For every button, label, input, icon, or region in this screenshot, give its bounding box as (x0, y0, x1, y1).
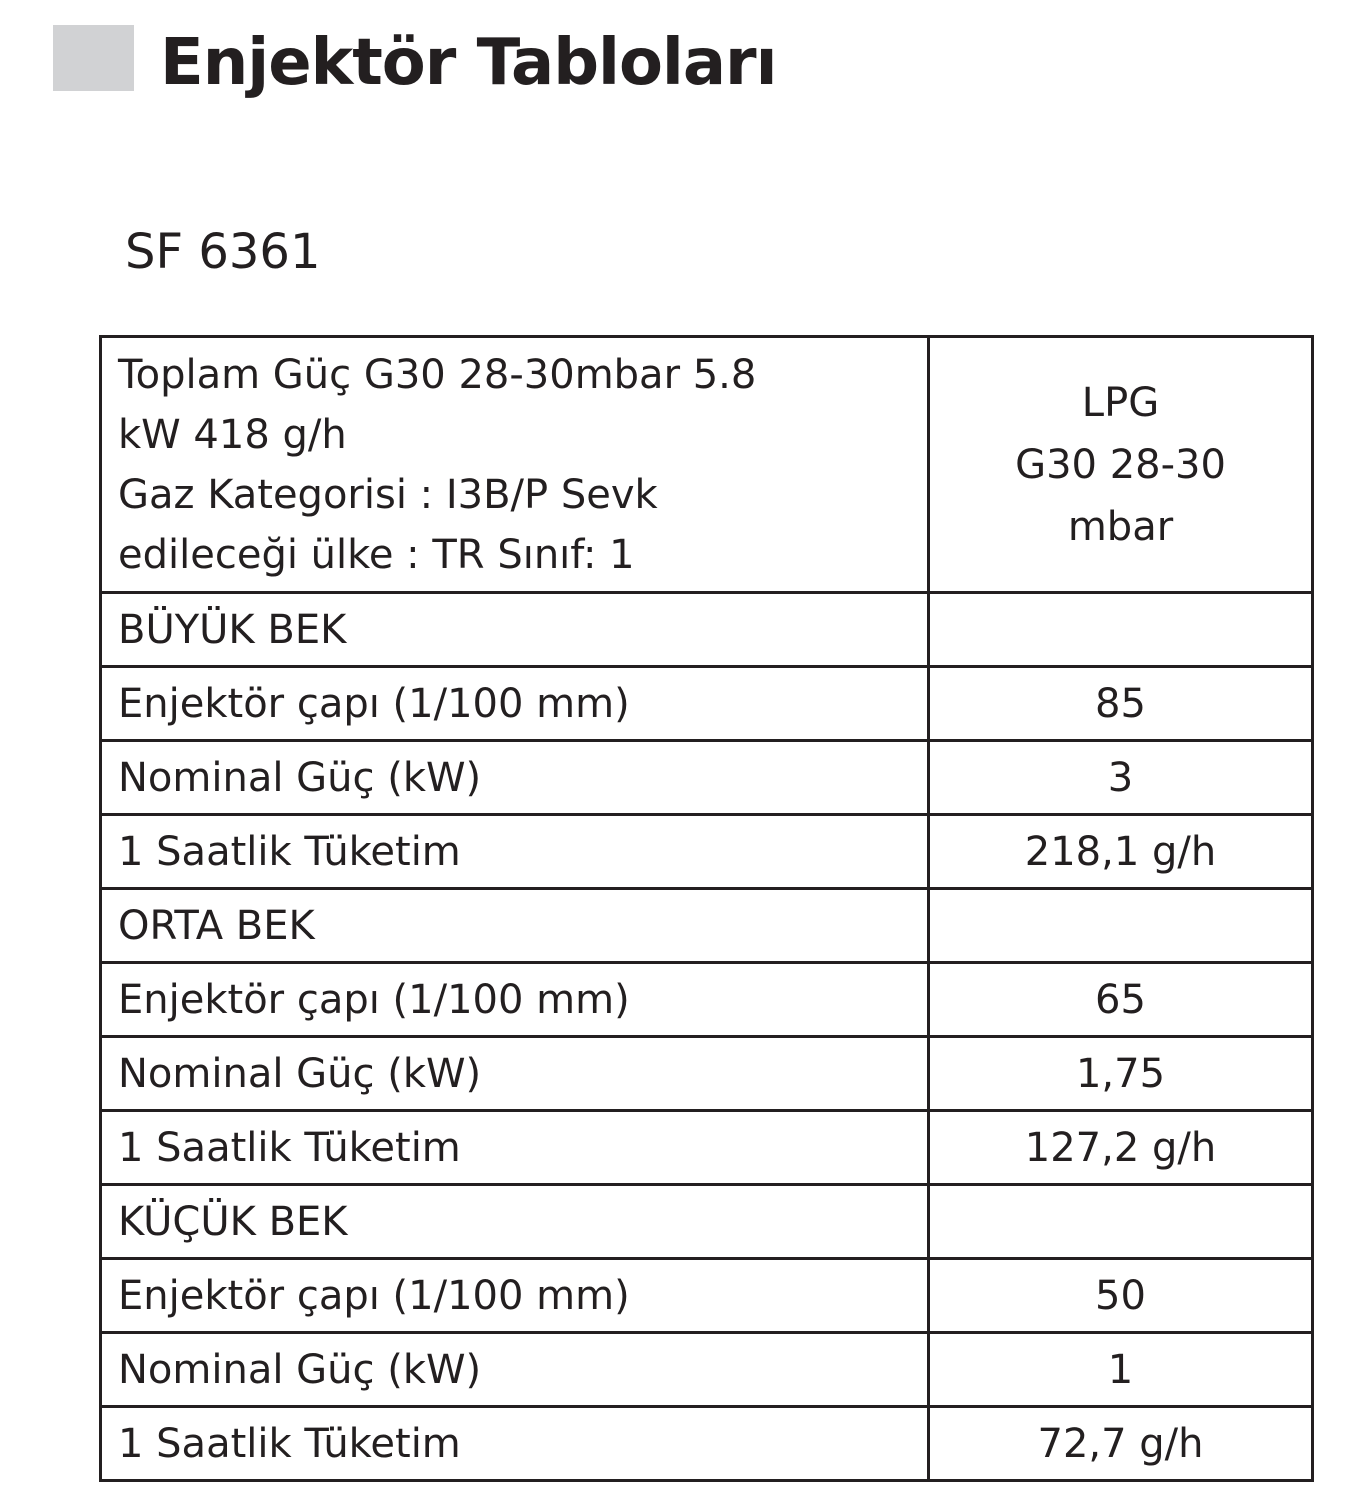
gas-line: mbar (1067, 503, 1174, 550)
row-value (929, 593, 1313, 667)
row-value: 218,1 g/h (929, 815, 1313, 889)
header-square-decoration (53, 25, 134, 91)
row-value (929, 1185, 1313, 1259)
row-value: 72,7 g/h (929, 1407, 1313, 1481)
spec-line: Toplam Güç G30 28-30mbar 5.8 (118, 351, 757, 398)
table-row (101, 1407, 1313, 1481)
table-row (101, 741, 1313, 815)
gas-line: LPG (1081, 379, 1160, 426)
row-label: 1 Saatlik Tüketim (101, 815, 929, 889)
gas-line: G30 28-30 (1015, 441, 1226, 488)
spec-header-row (101, 337, 1313, 593)
table-row (101, 889, 1313, 963)
row-value: 3 (929, 741, 1313, 815)
gas-type-cell (929, 337, 1313, 593)
row-label: BÜYÜK BEK (101, 593, 929, 667)
table-row (101, 1111, 1313, 1185)
model-code: SF 6361 (125, 224, 321, 280)
table-row (101, 1259, 1313, 1333)
spec-cell (101, 337, 929, 593)
table-row (101, 963, 1313, 1037)
row-label: 1 Saatlik Tüketim (101, 1111, 929, 1185)
table-row (101, 1185, 1313, 1259)
row-value: 65 (929, 963, 1313, 1037)
row-label: Nominal Güç (kW) (101, 1333, 929, 1407)
row-label: Nominal Güç (kW) (101, 1037, 929, 1111)
row-value: 1,75 (929, 1037, 1313, 1111)
row-label: Enjektör çapı (1/100 mm) (101, 1259, 929, 1333)
row-label: Enjektör çapı (1/100 mm) (101, 667, 929, 741)
row-label: ORTA BEK (101, 889, 929, 963)
page-title: Enjektör Tabloları (160, 26, 777, 100)
table-row (101, 1037, 1313, 1111)
table-row (101, 667, 1313, 741)
row-value: 50 (929, 1259, 1313, 1333)
row-label: 1 Saatlik Tüketim (101, 1407, 929, 1481)
row-label: Nominal Güç (kW) (101, 741, 929, 815)
spec-line: edileceği ülke : TR Sınıf: 1 (118, 531, 635, 578)
table-row (101, 593, 1313, 667)
table-row (101, 815, 1313, 889)
spec-line: Gaz Kategorisi : I3B/P Sevk (118, 471, 658, 518)
row-value: 85 (929, 667, 1313, 741)
spec-line: kW 418 g/h (118, 411, 347, 458)
row-label: Enjektör çapı (1/100 mm) (101, 963, 929, 1037)
row-value: 127,2 g/h (929, 1111, 1313, 1185)
injector-table (99, 335, 1314, 1482)
row-label: KÜÇÜK BEK (101, 1185, 929, 1259)
row-value: 1 (929, 1333, 1313, 1407)
row-value (929, 889, 1313, 963)
table-row (101, 1333, 1313, 1407)
